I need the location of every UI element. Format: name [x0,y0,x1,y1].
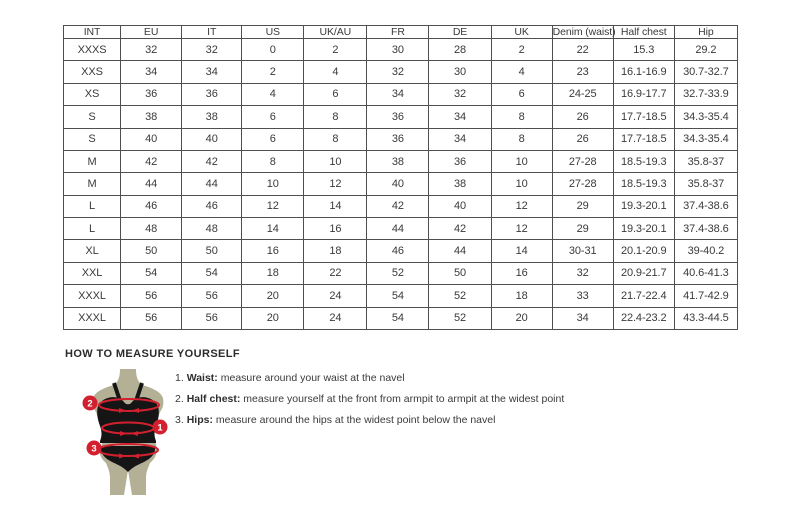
table-cell: 17.7-18.5 [613,128,674,150]
table-row [64,218,738,240]
table-cell: 42 [367,195,429,217]
table-cell: 12 [491,195,552,217]
instruction-number: 3. [175,414,184,426]
table-row [64,240,738,262]
instruction-waist [175,368,595,389]
instruction-text: measure around the hips at the widest point below the navel [212,414,496,426]
instruction-text: measure yourself at the front from armpit to armpit at the widest point [240,393,565,405]
table-cell: 22.4-23.2 [613,307,674,330]
table-cell: 50 [429,262,491,284]
measure-instructions [175,368,595,431]
table-cell: 50 [121,240,182,262]
table-cell: 36 [121,83,182,105]
table-cell: 8 [242,150,304,172]
table-cell: 40 [121,128,182,150]
table-cell: XXXS [64,39,121,61]
table-cell: 33 [552,285,613,307]
table-cell: 18 [304,240,367,262]
table-cell: 24-25 [552,83,613,105]
table-cell: 34 [552,307,613,330]
size-chart-table [63,25,738,330]
table-cell: 10 [242,173,304,195]
table-cell: S [64,128,121,150]
table-cell: 20 [242,285,304,307]
table-cell: 16 [491,262,552,284]
table-cell: 19.3-20.1 [613,195,674,217]
table-row [64,150,738,172]
table-cell: L [64,218,121,240]
table-cell: 37.4-38.6 [674,218,737,240]
table-cell: XXL [64,262,121,284]
table-cell: 35.8-37 [674,173,737,195]
table-cell: 6 [242,128,304,150]
table-row [64,285,738,307]
table-cell: 34.3-35.4 [674,106,737,128]
table-cell: M [64,173,121,195]
table-cell: 24 [304,307,367,330]
badge-hips [87,441,102,456]
header-cell: Half chest [613,26,674,39]
table-cell: 54 [121,262,182,284]
table-cell: 2 [242,61,304,83]
table-cell: 38 [429,173,491,195]
table-cell: 34 [367,83,429,105]
table-cell: 34 [429,128,491,150]
table-cell: 20.1-20.9 [613,240,674,262]
table-cell: 37.4-38.6 [674,195,737,217]
table-cell: 44 [367,218,429,240]
table-cell: S [64,106,121,128]
table-cell: 56 [182,307,242,330]
instruction-hips [175,410,595,431]
table-cell: 50 [182,240,242,262]
table-cell: 34 [182,61,242,83]
table-cell: 4 [304,61,367,83]
instruction-number: 1. [175,372,184,384]
table-cell: 16.9-17.7 [613,83,674,105]
table-cell: XXXL [64,307,121,330]
table-cell: 22 [304,262,367,284]
table-cell: 36 [429,150,491,172]
table-cell: 32.7-33.9 [674,83,737,105]
mannequin-figure [76,368,180,498]
table-cell: 26 [552,128,613,150]
table-cell: 30 [429,61,491,83]
badge-waist [153,420,168,435]
table-row [64,173,738,195]
table-cell: 42 [429,218,491,240]
table-cell: 8 [304,128,367,150]
table-cell: 16 [304,218,367,240]
table-cell: 36 [182,83,242,105]
table-cell: L [64,195,121,217]
table-cell: 12 [304,173,367,195]
table-cell: 32 [552,262,613,284]
table-row [64,39,738,61]
table-cell: M [64,150,121,172]
table-cell: 42 [121,150,182,172]
table-cell: 6 [304,83,367,105]
mannequin-illustration-svg [76,368,180,498]
header-cell: Hip [674,26,737,39]
table-cell: 10 [304,150,367,172]
table-cell: 36 [367,128,429,150]
table-row [64,83,738,105]
table-cell: 41.7-42.9 [674,285,737,307]
table-cell: 54 [367,307,429,330]
table-cell: 14 [304,195,367,217]
table-cell: 38 [121,106,182,128]
table-cell: 42 [182,150,242,172]
header-cell: US [242,26,304,39]
table-cell: 36 [367,106,429,128]
table-cell: 4 [491,61,552,83]
table-cell: 2 [304,39,367,61]
table-cell: 16 [242,240,304,262]
table-cell: 39-40.2 [674,240,737,262]
table-cell: 16.1-16.9 [613,61,674,83]
table-cell: 20 [491,307,552,330]
table-cell: XS [64,83,121,105]
instruction-text: measure around your waist at the navel [217,372,405,384]
table-cell: 34.3-35.4 [674,128,737,150]
table-cell: XXXL [64,285,121,307]
header-cell: DE [429,26,491,39]
instruction-half-chest [175,389,595,410]
table-cell: 8 [304,106,367,128]
table-row [64,195,738,217]
header-cell: UK [491,26,552,39]
header-cell: INT [64,26,121,39]
table-cell: 48 [182,218,242,240]
table-cell: 46 [367,240,429,262]
table-cell: 40 [182,128,242,150]
table-cell: 8 [491,106,552,128]
table-cell: 44 [121,173,182,195]
badge-waist-number: 1 [157,422,163,434]
table-cell: 38 [182,106,242,128]
header-cell: EU [121,26,182,39]
table-cell: 34 [121,61,182,83]
table-cell: 46 [121,195,182,217]
instruction-term: Waist: [186,372,218,384]
table-row [64,307,738,330]
table-cell: 46 [182,195,242,217]
table-cell: 17.7-18.5 [613,106,674,128]
table-cell: 10 [491,150,552,172]
table-cell: 40.6-41.3 [674,262,737,284]
table-cell: 38 [367,150,429,172]
table-cell: 6 [242,106,304,128]
table-cell: 8 [491,128,552,150]
table-cell: 40 [429,195,491,217]
table-cell: 4 [242,83,304,105]
measure-heading: HOW TO MEASURE YOURSELF [65,348,241,360]
table-header-row [64,26,738,39]
table-cell: 20.9-21.7 [613,262,674,284]
table-cell: 12 [491,218,552,240]
table-cell: 23 [552,61,613,83]
table-cell: 32 [182,39,242,61]
table-cell: 6 [491,83,552,105]
table-cell: 29 [552,195,613,217]
table-cell: 21.7-22.4 [613,285,674,307]
table-row [64,128,738,150]
table-row [64,61,738,83]
table-cell: 48 [121,218,182,240]
table-cell: 26 [552,106,613,128]
table-cell: 18 [491,285,552,307]
table-cell: 30.7-32.7 [674,61,737,83]
table-row [64,106,738,128]
table-row [64,262,738,284]
instruction-term: Half chest: [186,393,241,405]
table-cell: 43.3-44.5 [674,307,737,330]
table-cell: 28 [429,39,491,61]
table-cell: 34 [429,106,491,128]
table-cell: 30 [367,39,429,61]
table-cell: 19.3-20.1 [613,218,674,240]
table-cell: 22 [552,39,613,61]
table-cell: 10 [491,173,552,195]
table-cell: 0 [242,39,304,61]
instruction-number: 2. [175,393,184,405]
table-cell: 40 [367,173,429,195]
table-cell: 56 [121,285,182,307]
table-cell: 20 [242,307,304,330]
table-cell: 18 [242,262,304,284]
table-cell: XXS [64,61,121,83]
table-cell: 56 [182,285,242,307]
badge-chest-number: 2 [87,398,93,410]
table-cell: 27-28 [552,150,613,172]
table-cell: 24 [304,285,367,307]
table-cell: 32 [121,39,182,61]
table-cell: XL [64,240,121,262]
table-cell: 32 [367,61,429,83]
table-cell: 30-31 [552,240,613,262]
table-cell: 2 [491,39,552,61]
table-cell: 14 [242,218,304,240]
table-cell: 52 [367,262,429,284]
table-cell: 44 [182,173,242,195]
header-cell: Denim (waist) [552,26,616,38]
table-cell: 27-28 [552,173,613,195]
table-cell: 32 [429,83,491,105]
table-cell: 12 [242,195,304,217]
table-cell: 54 [182,262,242,284]
table-cell: 18.5-19.3 [613,150,674,172]
table-cell: 18.5-19.3 [613,173,674,195]
table-cell: 29 [552,218,613,240]
instruction-term: Hips: [186,414,213,426]
table-cell: 54 [367,285,429,307]
table-cell: 52 [429,285,491,307]
table-cell: 14 [491,240,552,262]
header-cell: IT [182,26,242,39]
header-cell: FR [367,26,429,39]
table-cell: 15.3 [613,39,674,61]
table-cell: 52 [429,307,491,330]
table-cell: 35.8-37 [674,150,737,172]
header-cell: UK/AU [304,26,367,39]
badge-hips-number: 3 [91,443,97,455]
table-cell: 44 [429,240,491,262]
badge-chest [83,396,98,411]
table-cell: 56 [121,307,182,330]
table-cell: 29.2 [674,39,737,61]
